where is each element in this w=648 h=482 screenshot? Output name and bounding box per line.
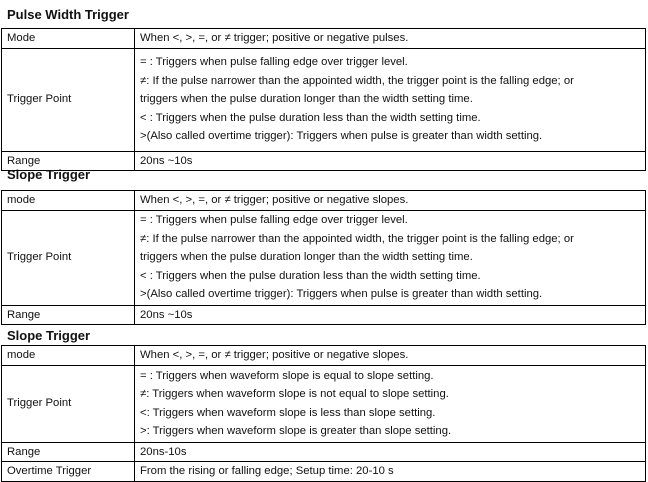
description-line: triggers when the pulse duration longer than the width setting time. [140, 251, 473, 264]
description-line: ≠: Triggers when waveform slope is not equal to slope setting. [140, 388, 449, 400]
table-row [2, 442, 646, 462]
section-title: Slope Trigger [7, 167, 91, 182]
description-line: From the rising or falling edge; Setup time: 20-10 s [140, 465, 394, 477]
table-row [2, 365, 646, 442]
row-label: Trigger Point [2, 365, 135, 442]
row-description [135, 29, 646, 49]
row-description [135, 191, 646, 211]
description-line: When <, >, =, or ≠ trigger; positive or negative slopes. [140, 194, 409, 206]
row-label: Trigger Point [2, 48, 135, 151]
section-title: Slope Trigger [7, 328, 91, 343]
description-line: ≠: If the pulse narrower than the appointed width, the trigger point is the falling edge; or [140, 232, 574, 245]
row-label: Range [2, 442, 135, 462]
row-description [135, 305, 646, 325]
description-line: 20ns-10s [140, 445, 187, 458]
description-line: = : Triggers when pulse falling edge over trigger level. [140, 56, 408, 69]
description-line: >: Triggers when waveform slope is greater than slope setting. [140, 425, 452, 437]
description-line: = : Triggers when pulse falling edge over trigger level. [140, 214, 408, 227]
row-description [135, 365, 646, 442]
description-line: triggers when the pulse duration longer than the width setting time. [140, 93, 473, 106]
spec-table [1, 345, 646, 482]
table-row [2, 191, 646, 211]
row-description [135, 48, 646, 151]
row-label: mode [2, 346, 135, 366]
row-label: Mode [2, 29, 135, 49]
row-label: Overtime Trigger [2, 462, 135, 482]
description-line: <: Triggers when waveform slope is less than slope setting. [140, 406, 436, 419]
description-line: When <, >, =, or ≠ trigger; positive or negative pulses. [140, 32, 409, 44]
table-row [2, 462, 646, 482]
description-line: 20ns ~10s [140, 308, 193, 321]
description-line: When <, >, =, or ≠ trigger; positive or negative slopes. [140, 349, 409, 361]
description-line: >(Also called overtime trigger): Triggers when pulse is greater than width setting. [140, 130, 543, 143]
description-line: 20ns ~10s [140, 154, 193, 167]
table-row [2, 346, 646, 366]
description-line: < : Triggers when the pulse duration less than the width setting time. [140, 111, 481, 124]
table-row [2, 305, 646, 325]
table-row [2, 29, 646, 49]
description-line: = : Triggers when waveform slope is equal to slope setting. [140, 369, 434, 382]
description-line: < : Triggers when the pulse duration less than the width setting time. [140, 269, 481, 282]
row-label: Range [2, 151, 135, 171]
row-description [135, 442, 646, 462]
description-line: >(Also called overtime trigger): Triggers when pulse is greater than width setting. [140, 288, 543, 301]
spec-table [1, 28, 646, 171]
row-description [135, 346, 646, 366]
row-label: mode [2, 191, 135, 211]
description-line: ≠: If the pulse narrower than the appointed width, the trigger point is the falling edge; or [140, 74, 574, 87]
row-label: Range [2, 305, 135, 325]
spec-table [1, 190, 646, 325]
row-label: Trigger Point [2, 210, 135, 305]
table-row [2, 210, 646, 305]
row-description [135, 462, 646, 482]
section-title: Pulse Width Trigger [7, 6, 129, 22]
row-description [135, 210, 646, 305]
table-row [2, 48, 646, 151]
